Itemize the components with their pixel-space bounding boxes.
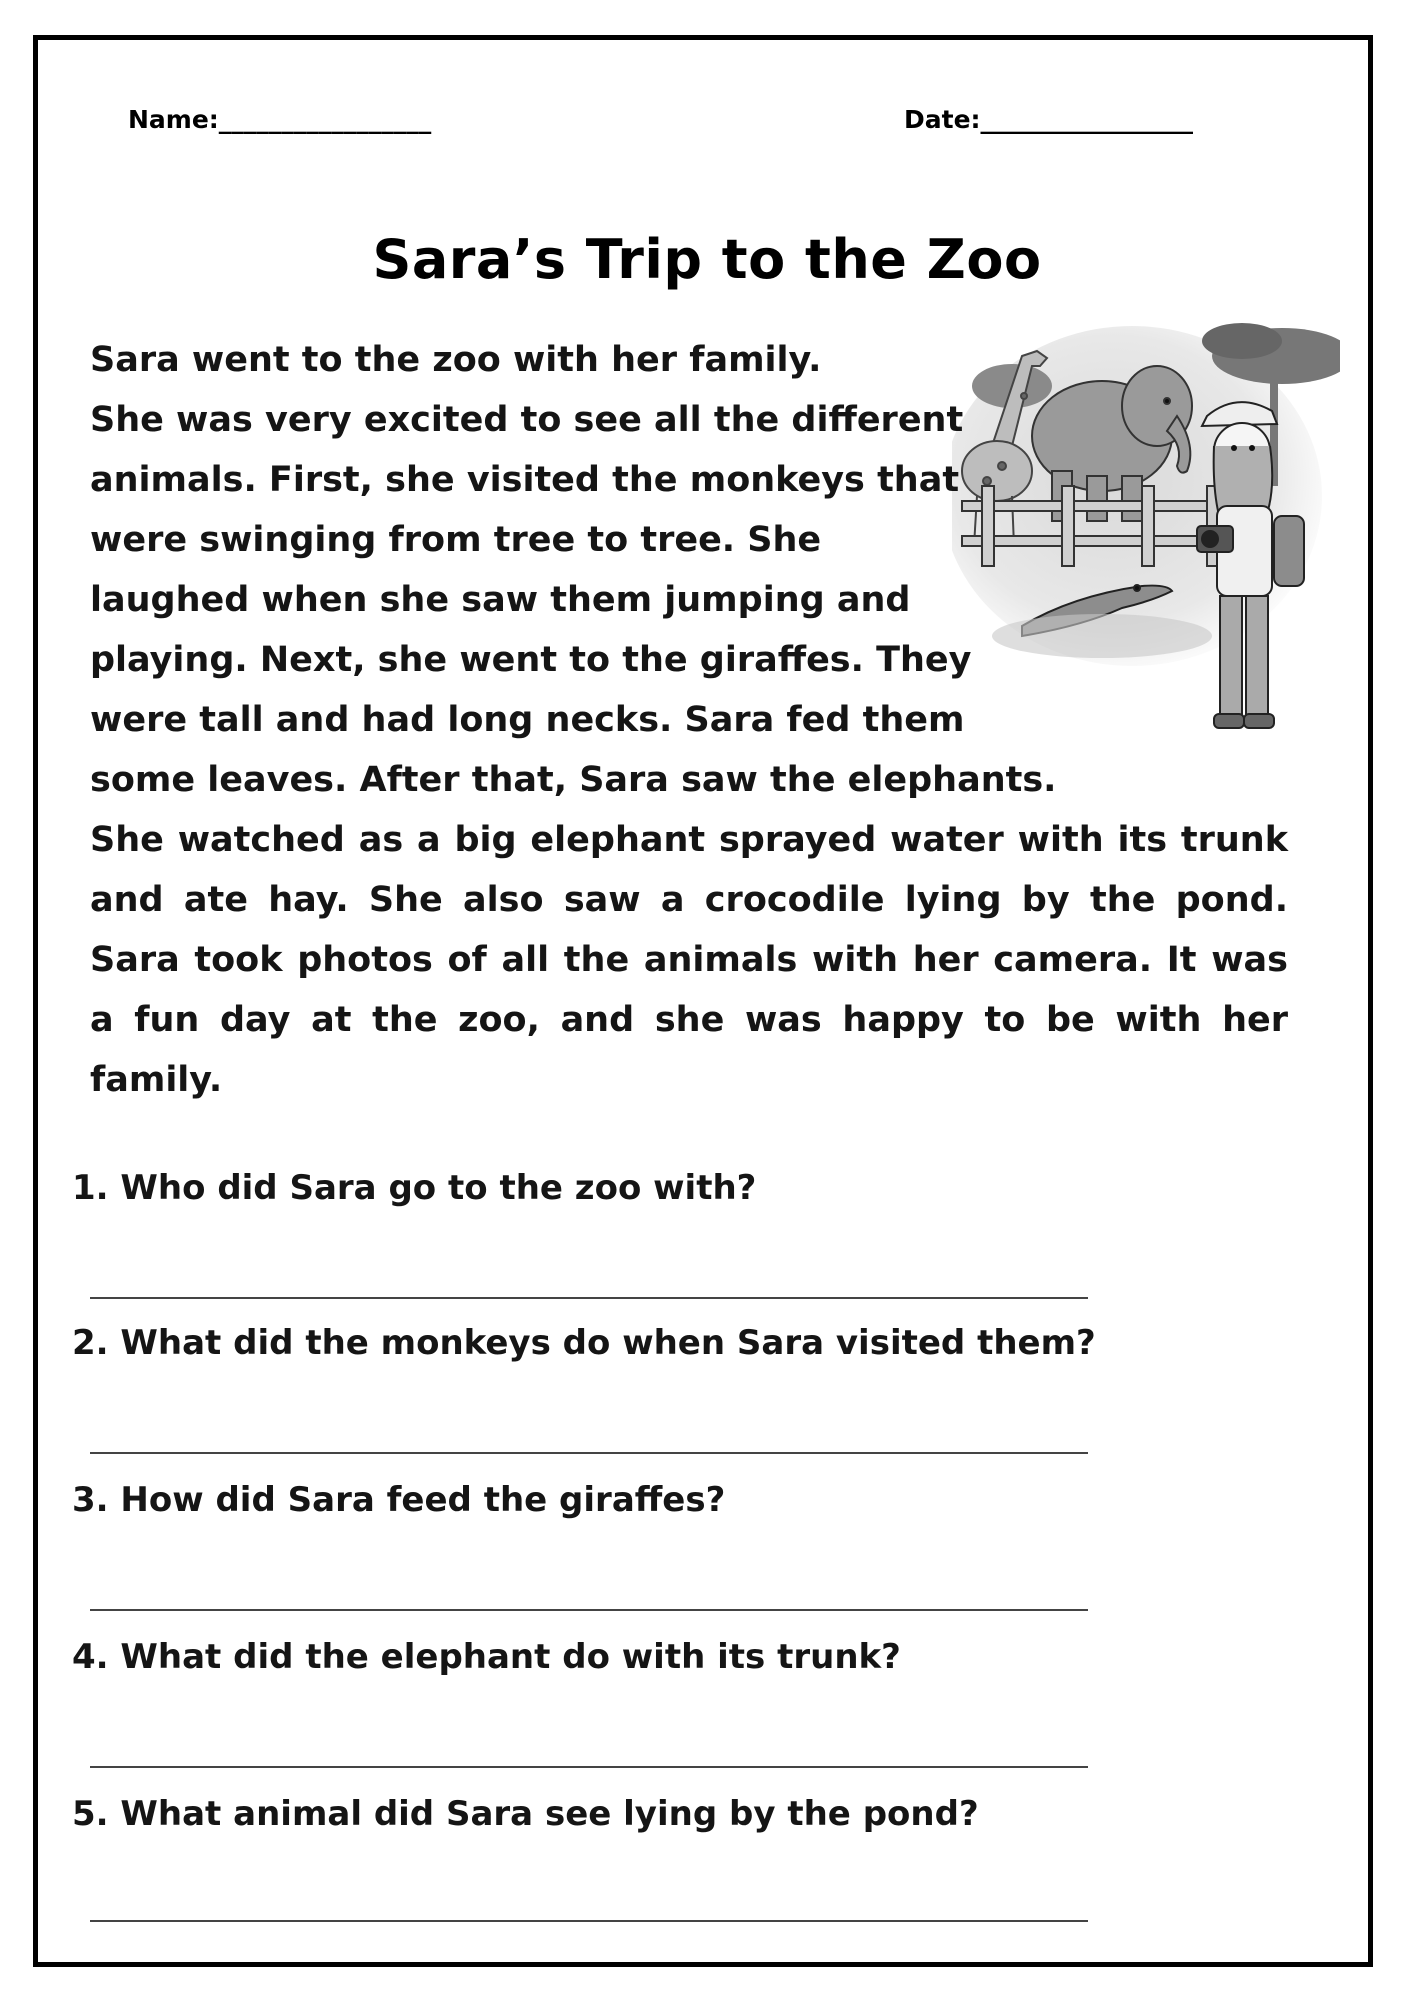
story-line: laughed when she saw them jumping and bbox=[90, 580, 911, 620]
answer-line-2[interactable] bbox=[90, 1452, 1088, 1454]
story-line: She watched as a big elephant sprayed water with its trunk bbox=[90, 820, 1288, 860]
story-line: animals. First, she visited the monkeys that bbox=[90, 460, 960, 500]
answer-line-3[interactable] bbox=[90, 1609, 1088, 1611]
question-2: 2. What did the monkeys do when Sara visited them? bbox=[72, 1323, 1096, 1363]
question-4: 4. What did the elephant do with its trunk? bbox=[72, 1637, 901, 1677]
story-line: some leaves. After that, Sara saw the elephants. bbox=[90, 760, 1057, 800]
question-1: 1. Who did Sara go to the zoo with? bbox=[72, 1168, 757, 1208]
answer-line-5[interactable] bbox=[90, 1920, 1088, 1922]
date-field[interactable]: Date:_________________ bbox=[904, 105, 1194, 134]
story-line: were swinging from tree to tree. She bbox=[90, 520, 822, 560]
story-line: Sara took photos of all the animals with her camera. It was bbox=[90, 940, 1288, 980]
story-line: Sara went to the zoo with her family. bbox=[90, 340, 822, 380]
question-5: 5. What animal did Sara see lying by the pond? bbox=[72, 1794, 979, 1834]
zoo-illustration bbox=[952, 296, 1340, 740]
answer-line-1[interactable] bbox=[90, 1297, 1088, 1299]
story-line: and ate hay. She also saw a crocodile lying by the pond. bbox=[90, 880, 1288, 920]
answer-line-4[interactable] bbox=[90, 1766, 1088, 1768]
story-line: a fun day at the zoo, and she was happy to be with her bbox=[90, 1000, 1288, 1040]
zoo-scene-image bbox=[952, 296, 1340, 740]
story-line: playing. Next, she went to the giraffes. They bbox=[90, 640, 972, 680]
story-line: family. bbox=[90, 1060, 223, 1100]
question-3: 3. How did Sara feed the giraffes? bbox=[72, 1480, 726, 1520]
story-line: were tall and had long necks. Sara fed them bbox=[90, 700, 965, 740]
page-title: Sara’s Trip to the Zoo bbox=[372, 228, 1042, 291]
story-line: She was very excited to see all the different bbox=[90, 400, 964, 440]
name-field[interactable]: Name:_________________ bbox=[128, 105, 432, 134]
